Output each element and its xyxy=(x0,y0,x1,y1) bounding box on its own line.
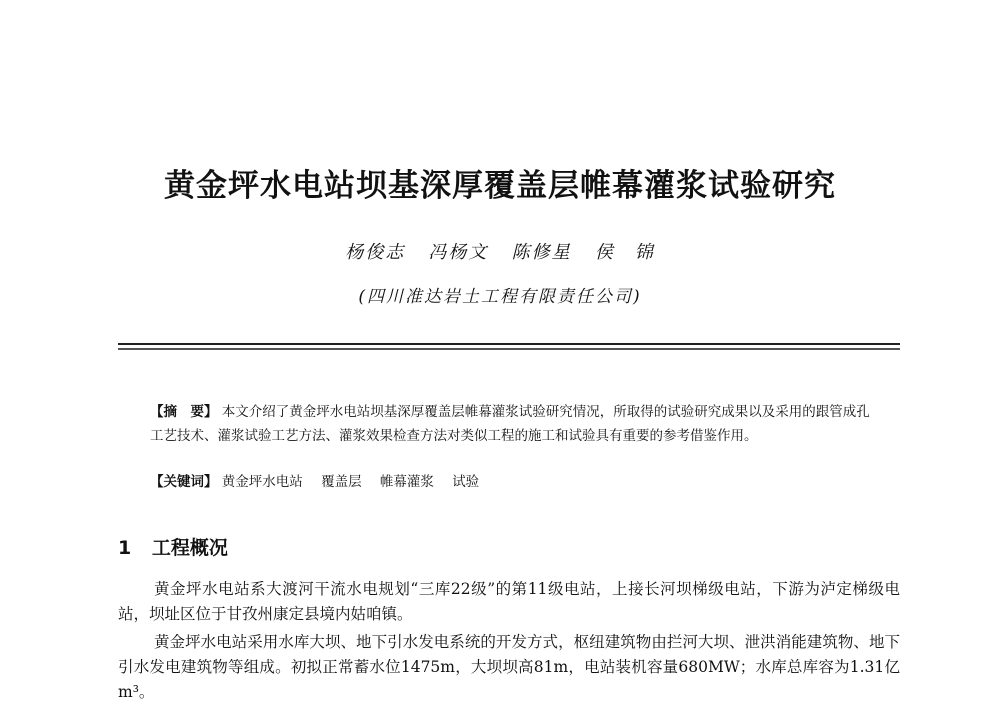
header-divider xyxy=(118,343,900,345)
author-list xyxy=(0,238,1000,264)
keyword: 覆盖层 xyxy=(321,474,362,490)
abstract-text: 本文介绍了黄金坪水电站坝基深厚覆盖层帷幕灌浆试验研究情况，所取得的试验研究成果以及采用的跟管成孔工艺技术、灌浆试验工艺方法、灌浆效果检查方法对类似工程的施工和试验具有重要的参考借鉴作用。 xyxy=(150,404,870,444)
abstract-block xyxy=(150,400,870,448)
body-paragraph: 黄金坪水电站系大渡河干流水电规划“三库22级”的第11级电站，上接长河坝梯级电站，下游为泸定梯级电站，坝址区位于甘孜州康定县境内姑咱镇。 xyxy=(118,580,900,623)
keywords-label: 【关键词】 xyxy=(150,474,218,490)
keywords-block xyxy=(150,470,870,494)
author-name: 冯杨文 xyxy=(428,242,489,263)
section-heading xyxy=(118,533,228,560)
keyword: 帷幕灌浆 xyxy=(379,474,434,490)
abstract-label: 【摘 要】 xyxy=(150,404,218,420)
paper-title: 黄金坪水电站坝基深厚覆盖层帷幕灌浆试验研究 xyxy=(164,168,836,204)
keyword: 试验 xyxy=(452,474,480,490)
author-name: 侯 锦 xyxy=(594,242,655,263)
author-name: 陈修星 xyxy=(511,242,572,263)
header-divider xyxy=(118,348,900,350)
section-title: 工程概况 xyxy=(151,537,228,559)
section-number: 1 xyxy=(118,537,132,559)
keyword: 黄金坪水电站 xyxy=(221,474,303,490)
author-name: 杨俊志 xyxy=(345,242,406,263)
affiliation: (四川准达岩土工程有限责任公司) xyxy=(358,287,642,307)
body-paragraph: 黄金坪水电站采用水库大坝、地下引水发电系统的开发方式，枢纽建筑物由拦河大坝、泄洪消能建筑物、地下引水发电建筑物等组成。初拟正常蓄水位1475m，大坝坝高81m，电站装机容量680MW；水库总库容为1.31亿m³。 xyxy=(118,633,900,701)
